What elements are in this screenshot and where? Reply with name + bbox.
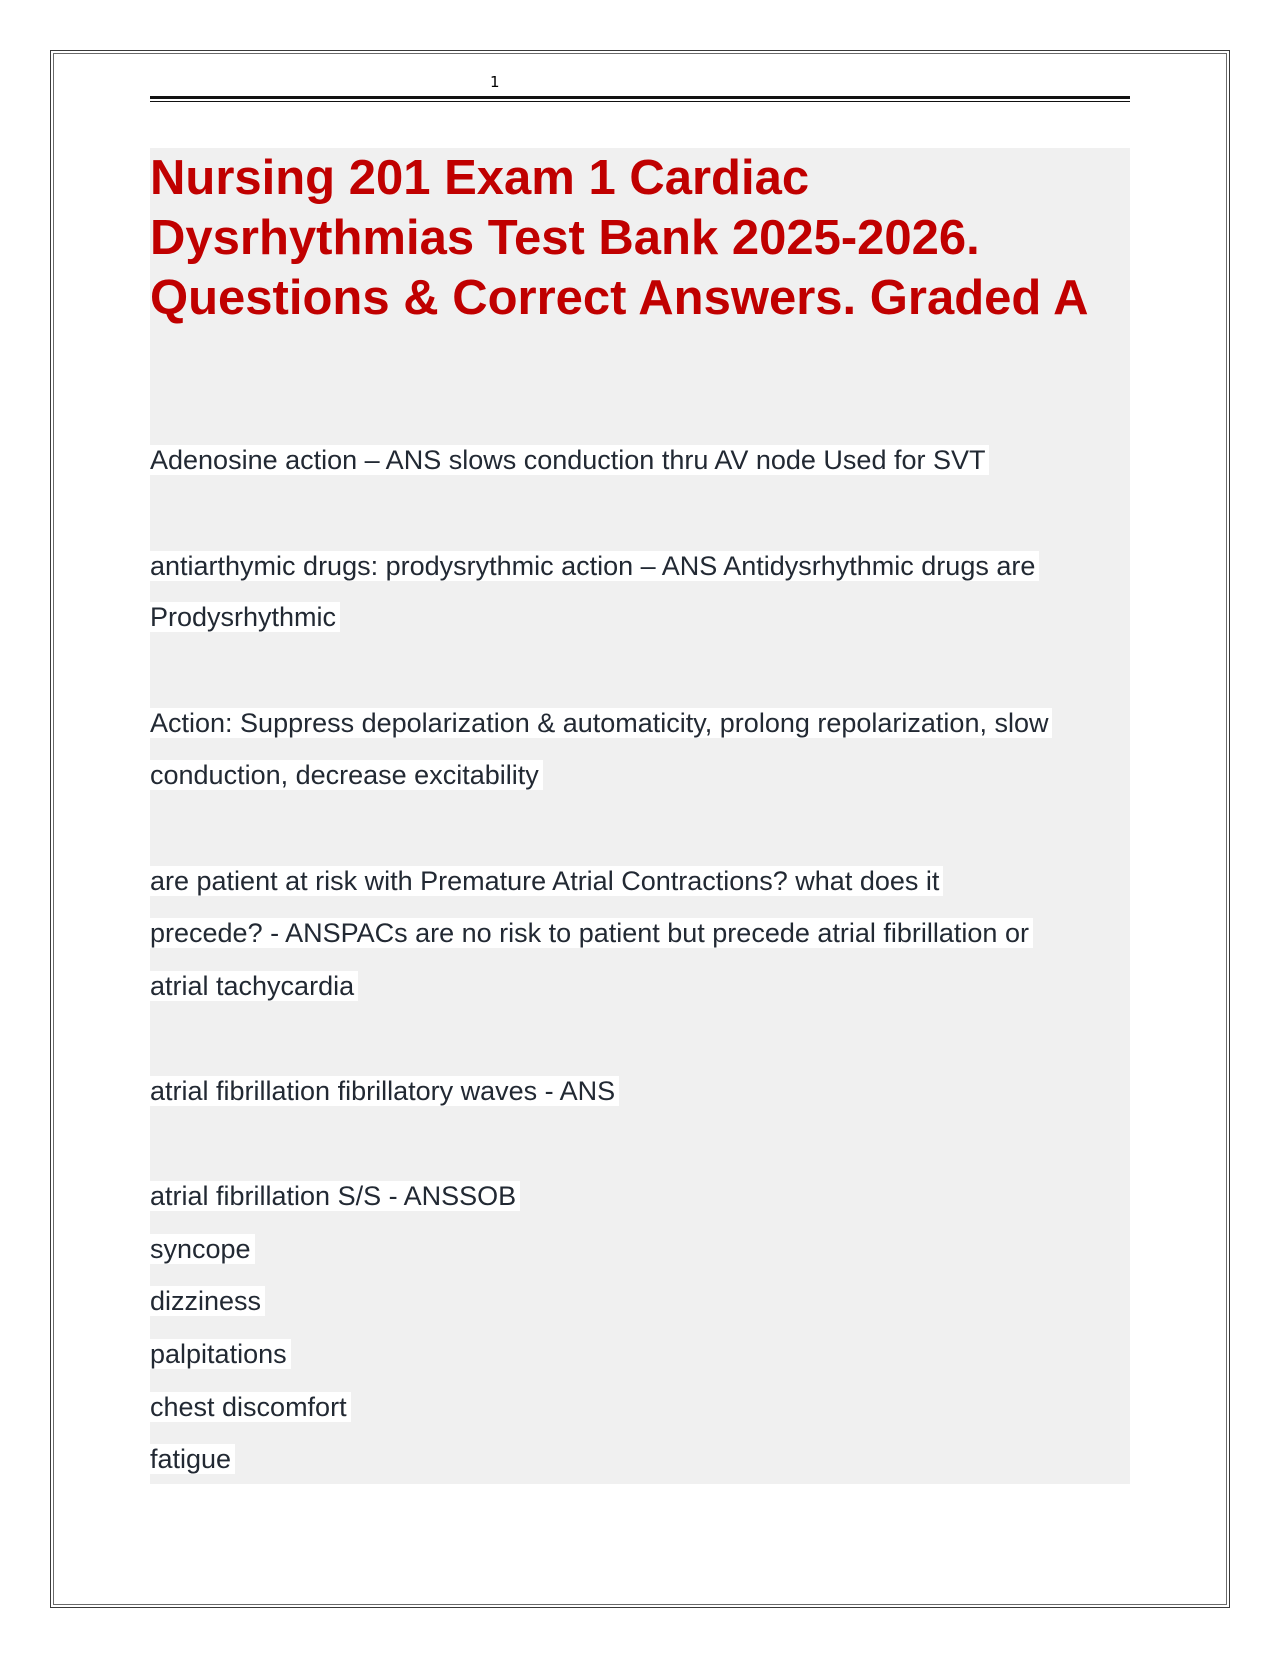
- text-line: dizziness: [150, 1282, 265, 1320]
- text-line: chest discomfort: [150, 1388, 351, 1426]
- text-line: are patient at risk with Premature Atrial Contractions? what does it: [150, 862, 943, 900]
- text-line: Adenosine action – ANS slows conduction thru AV node Used for SVT: [150, 441, 989, 479]
- text-line: atrial fibrillation fibrillatory waves - ANS: [150, 1072, 619, 1110]
- text-line: atrial tachycardia: [150, 967, 358, 1005]
- text-line: atrial fibrillation S/S - ANSSOB: [150, 1177, 520, 1215]
- page-number: 1: [490, 73, 500, 91]
- text-line: conduction, decrease excitability: [150, 756, 543, 794]
- text-line: antiarthymic drugs: prodysrythmic action – ANS Antidysrhythmic drugs are: [150, 547, 1039, 585]
- title-line: Nursing 201 Exam 1 Cardiac: [150, 151, 810, 205]
- document-body: [150, 148, 1130, 1484]
- text-line: palpitations: [150, 1335, 291, 1373]
- header-rule: [150, 96, 1130, 102]
- text-line: precede? - ANSPACs are no risk to patient but precede atrial fibrillation or: [150, 914, 1033, 952]
- title-line: Dysrhythmias Test Bank 2025-2026.: [150, 211, 980, 265]
- document-title: [150, 148, 1130, 328]
- title-line: Questions & Correct Answers. Graded A: [150, 271, 1089, 325]
- text-line: syncope: [150, 1230, 255, 1268]
- text-line: Prodysrhythmic: [150, 598, 340, 636]
- text-line: Action: Suppress depolarization & automaticity, prolong repolarization, slow: [150, 704, 1052, 742]
- text-line: fatigue: [150, 1440, 235, 1478]
